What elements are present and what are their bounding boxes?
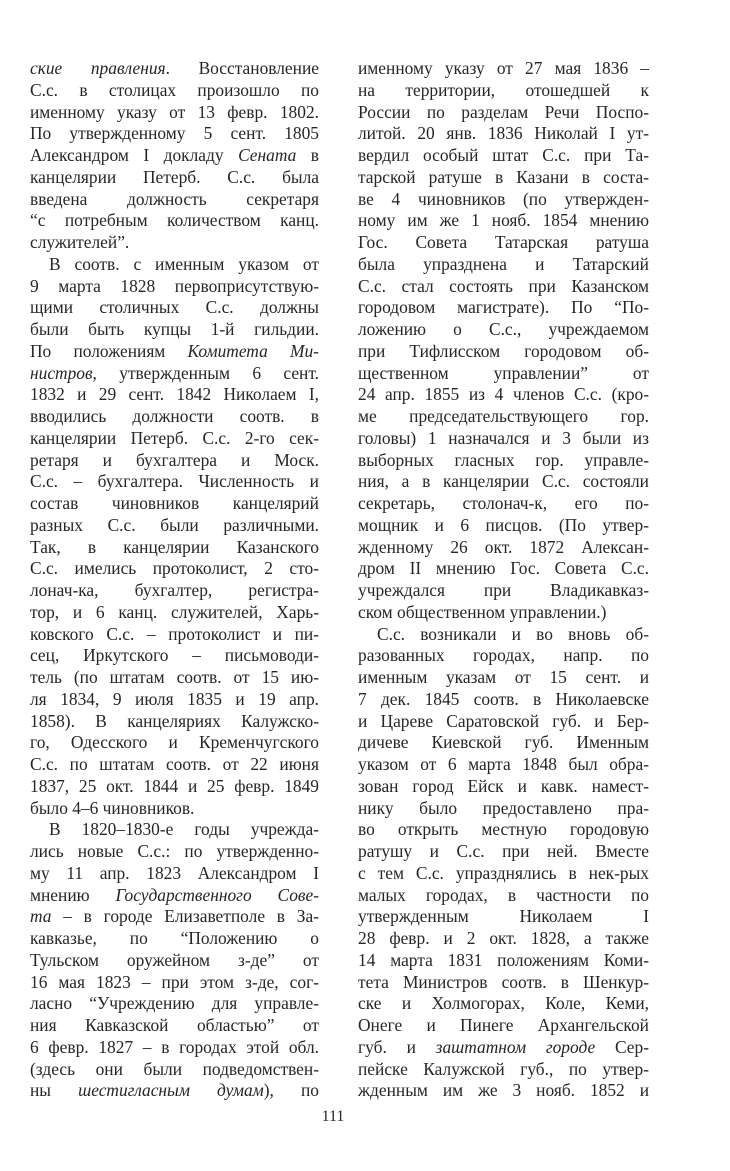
text-line: тета Министров соотв. в Шенкур- <box>358 971 649 992</box>
text-segment: ), по <box>263 1080 319 1101</box>
text-line: С.с. по штатам соотв. от 22 июня <box>30 754 319 774</box>
text-line: ласно “Учреждению для управле- <box>30 993 319 1014</box>
text-line: Тульском оружейном з-де” от <box>30 949 319 970</box>
text-line: городовом магистрате). По “По- <box>358 297 649 318</box>
text-segment: в <box>296 145 320 165</box>
text-segment: ны <box>30 1080 79 1101</box>
text-segment: мнению <box>30 884 116 905</box>
paragraph <box>358 58 649 624</box>
text-line: ском общественном управлении.) <box>358 601 607 622</box>
text-line: Так, в канцелярии Казанского <box>30 536 319 557</box>
text-line: разованных городах, напр. по <box>358 645 649 666</box>
text-line: канцелярии Петерб. С.с. 2-го сек- <box>30 427 319 448</box>
text-line: тарской ратуше в Казани в соста- <box>358 166 649 187</box>
text-line: ному им же 1 нояб. 1854 мнению <box>358 210 649 231</box>
text-line: именному указу от 13 февр. 1802. <box>30 101 319 122</box>
text-line: ме председательствующего гор. <box>358 406 649 426</box>
italic-term: ские правления <box>30 58 166 78</box>
text-line: 14 марта 1831 положениям Коми- <box>358 949 649 970</box>
page-number: 111 <box>321 1108 345 1125</box>
text-line: сец, Иркутского – письмоводи- <box>30 645 319 666</box>
text-line: мощник и 6 писцов. (По утвер- <box>358 514 649 535</box>
text-line: с тем С.с. упразднялись в нек-рых <box>358 862 649 883</box>
text-segment: губ. и <box>358 1036 436 1057</box>
text-line: 6 февр. 1827 – в городах этой обл. <box>30 1036 319 1057</box>
italic-term: Сената <box>238 145 297 165</box>
text-line: ковского С.с. – протоколист и пи- <box>30 623 319 644</box>
text-line: была упразднена и Татарский <box>358 253 649 274</box>
italic-term: шестигласным думам <box>78 1080 264 1101</box>
text-line: “с потребным количеством канц. <box>30 210 319 231</box>
text-line: ратушу и С.с. при ней. Вместе <box>358 841 649 861</box>
text-line: В соотв. с именным указом от <box>49 253 319 274</box>
text-line <box>30 58 319 80</box>
text-line: ве 4 чиновников (по утвержден- <box>358 188 649 209</box>
text-line: 28 февр. и 2 окт. 1828, а также <box>358 928 649 948</box>
text-line <box>30 885 319 907</box>
text-line: 1837, 25 окт. 1844 и 25 февр. 1849 <box>30 775 319 796</box>
text-line: было 4–6 чиновников. <box>30 797 195 818</box>
text-line: С.с. – бухгалтера. Численность и <box>30 471 319 492</box>
text-line: служителей”. <box>30 232 130 252</box>
text-line: ля 1834, 9 июля 1835 и 19 апр. <box>30 688 319 709</box>
text-line: разных С.с. были различными. <box>30 514 319 535</box>
text-line <box>30 145 319 167</box>
paragraph <box>30 254 319 820</box>
text-line: выборных гласных гор. управле- <box>358 449 649 470</box>
text-line: зован город Ейск и кавк. намест- <box>358 775 649 796</box>
text-line: и Цареве Саратовской губ. и Бер- <box>358 710 649 731</box>
text-segment: , утвержденным 6 сент. <box>92 362 319 383</box>
text-line: тор, и 6 канц. служителей, Харь- <box>30 601 319 622</box>
text-segment: По положениям <box>30 340 188 361</box>
text-line: В 1820–1830-е годы учрежда- <box>49 819 319 840</box>
text-segment: Сер- <box>595 1036 649 1057</box>
italic-term: нистров <box>30 362 93 383</box>
text-line: вводились должности соотв. в <box>30 406 319 426</box>
text-line: ложению о С.с., учреждаемом <box>358 319 649 339</box>
text-line <box>30 906 319 928</box>
text-line: учреждался при Владикавказ- <box>358 580 649 600</box>
paragraph <box>358 624 649 1103</box>
text-line <box>30 363 319 385</box>
italic-term: та <box>30 906 52 927</box>
text-line: 24 апр. 1855 из 4 членов С.с. (кро- <box>358 384 649 405</box>
text-line: 9 марта 1828 первоприсутствую- <box>30 275 319 296</box>
text-column-left <box>30 58 319 1102</box>
text-line: пейске Калужской губ., по утвер- <box>358 1058 649 1079</box>
text-line: малых городах, в частности по <box>358 884 649 905</box>
text-line: литой. 20 янв. 1836 Николай I ут- <box>358 123 649 144</box>
text-line: ске и Холмогорах, Коле, Кеми, <box>358 993 649 1014</box>
text-column-right <box>358 58 649 1102</box>
text-line: С.с. в столицах произошло по <box>30 79 319 100</box>
text-line: именным указам от 15 сент. и <box>358 667 649 687</box>
text-line: вердил особый штат С.с. при Та- <box>358 145 649 165</box>
text-line: му 11 апр. 1823 Александром I <box>30 862 319 883</box>
text-line: Гос. Совета Татарская ратуша <box>358 232 649 252</box>
text-line: щими столичных С.с. должны <box>30 297 319 318</box>
text-line: лись новые С.с.: по утвержденно- <box>30 841 319 861</box>
text-line: (здесь они были подведомствен- <box>30 1058 319 1079</box>
text-line: головы) 1 назначался и 3 были из <box>358 427 649 448</box>
text-line: ния Кавказской областью” от <box>30 1015 319 1035</box>
text-line: именному указу от 27 мая 1836 – <box>358 58 649 78</box>
paragraph <box>30 819 319 1102</box>
text-line: нику было предоставлено пра- <box>358 797 649 818</box>
text-line: кавказье, по “Положению о <box>30 928 319 948</box>
text-line: введена должность секретаря <box>30 188 319 209</box>
text-line: указом от 6 марта 1848 был обра- <box>358 754 649 774</box>
text-segment: Александром I докладу <box>30 145 239 165</box>
paragraph <box>30 58 319 254</box>
text-segment: . Восстановление <box>165 58 319 78</box>
text-line: щественном управлении” от <box>358 362 649 383</box>
text-line: го, Одесского и Кременчугского <box>30 732 319 753</box>
text-line: тель (по штатам соотв. от 15 ию- <box>30 667 319 687</box>
text-line: во открыть местную городовую <box>358 819 649 840</box>
text-line: Онеге и Пинеге Архангельской <box>358 1015 649 1035</box>
text-line: 16 мая 1823 – при этом з-де, сог- <box>30 971 319 992</box>
text-line: состав чиновников канцелярий <box>30 493 319 513</box>
text-line <box>358 1037 649 1059</box>
text-line: утвержденным Николаем I <box>358 906 649 927</box>
text-line: были быть купцы 1-й гильдии. <box>30 319 319 339</box>
text-line: С.с. стал состоять при Казанском <box>358 275 649 296</box>
text-line: жденным им же 3 нояб. 1852 и <box>358 1080 649 1101</box>
text-line: 7 дек. 1845 соотв. в Николаевске <box>358 688 649 709</box>
text-line: 1858). В канцеляриях Калужско- <box>30 710 319 731</box>
text-line: По утвержденному 5 сент. 1805 <box>30 123 319 144</box>
italic-term: заштатном городе <box>435 1036 596 1057</box>
text-line <box>30 341 319 363</box>
text-line: С.с. имелись протоколист, 2 сто- <box>30 558 319 579</box>
text-line: при Тифлисском городовом об- <box>358 340 649 361</box>
text-line: секретарь, столонач-к, его по- <box>358 493 649 513</box>
text-line: дичеве Киевской губ. Именным <box>358 732 649 753</box>
text-segment: – в городе Елизаветполе в За- <box>51 906 319 927</box>
text-line: ния, а в канцелярии С.с. состояли <box>358 471 649 492</box>
text-line: С.с. возникали и во вновь об- <box>377 623 649 644</box>
italic-term: Государственного Сове- <box>115 884 319 905</box>
text-line: канцелярии Петерб. С.с. была <box>30 166 319 187</box>
text-line: ретаря и бухгалтера и Моск. <box>30 449 319 470</box>
text-line: лонач-ка, бухгалтер, регистра- <box>30 580 319 600</box>
italic-term: Комитета Ми- <box>187 340 319 361</box>
text-line: 1832 и 29 сент. 1842 Николаем I, <box>30 384 319 405</box>
text-line: дром II мнению Гос. Совета С.с. <box>358 558 649 579</box>
text-line: жденному 26 окт. 1872 Алексан- <box>358 536 649 557</box>
text-line: на территории, отошедшей к <box>358 79 649 100</box>
text-line: России по разделам Речи Поспо- <box>358 101 649 122</box>
text-line <box>30 1080 319 1102</box>
